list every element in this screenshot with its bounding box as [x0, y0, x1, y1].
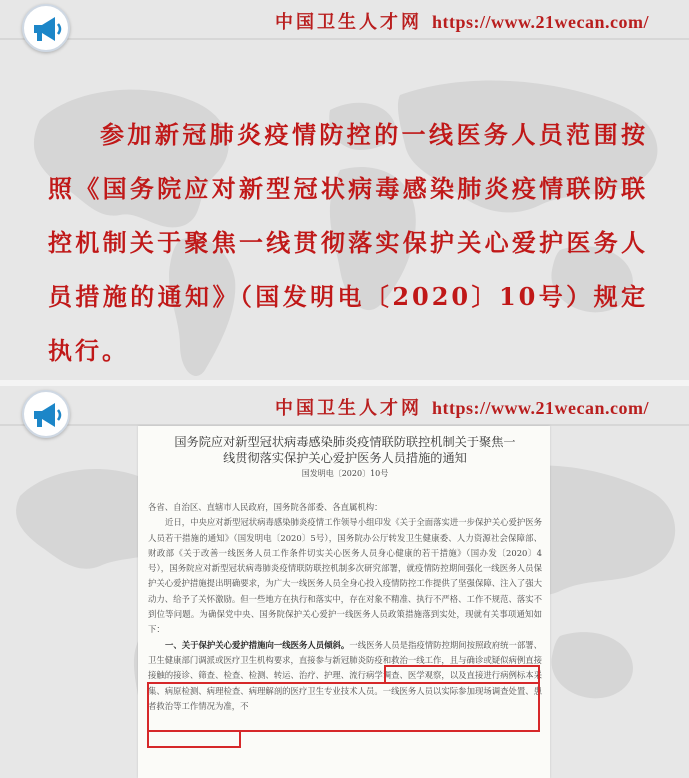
announcement-text: 参加新冠肺炎疫情防控的一线医务人员范围按照《国务院应对新型冠状病毒感染肺炎疫情联防联控机制关于聚焦一线贯彻落实保护关心爱护医务人员措施的通知》（国发明电〔2020〕10号）规定执行。 [48, 120, 648, 365]
document-slide [0, 386, 689, 778]
highlight-box-line-5 [147, 730, 241, 748]
megaphone-icon [31, 400, 65, 430]
section-trailing-text: 一线医务人员以实际参加现场调查处置、患者救治等工作情况为准，不 [148, 685, 543, 711]
document-title: 国务院应对新型冠状病毒感染肺炎疫情联防联控机制关于聚焦一线贯彻落实保护关心爱护医务人员措施的通知 [174, 435, 516, 465]
highlight-box-lines-2-4 [147, 682, 543, 732]
document-number: 国发明电〔2020〕10号 [301, 469, 389, 478]
section-heading: 一、关于保护关心爱护措施向一线医务人员倾斜。 [165, 639, 350, 650]
section-definition-text: 一线医务人员是指疫情防控期间按照政府统一部署、卫生健康部门调派或医疗卫生机构要求，直接参与新冠肺炎防疫和救治一线工作，且与确诊或疑似病例直接接触的接诊、筛查、检查、检测、转运、治疗、护理、流行病学调查、医学观察，以及直接进行病例标本采集、病原检测、病理检查、病理解剖的医疗卫生专业技术人员。 [148, 639, 542, 696]
document-salutation: 各省、自治区、直辖市人民政府，国务院各部委、各直属机构： [148, 502, 383, 512]
site-name: 中国卫生人才网 [275, 398, 422, 419]
site-url: https://www.21wecan.com/ [432, 12, 649, 32]
announcement-text-block [48, 108, 648, 378]
logo-badge [22, 4, 70, 52]
logo-badge [22, 390, 70, 438]
site-brand [275, 394, 649, 420]
header-bar [0, 386, 689, 426]
site-brand [275, 8, 649, 34]
announcement-slide [0, 0, 689, 380]
site-url: https://www.21wecan.com/ [432, 398, 649, 418]
document-paragraph: 近日，中央应对新型冠状病毒感染肺炎疫情工作领导小组印发《关于全面落实进一步保护关心爱护医务人员若干措施的通知》（国发明电〔2020〕5号），国务院办公厅转发卫生健康委、人力资源社会保障部、财政部《关于改善一线医务人员工作条件切实关心医务人员身心健康的若干措施》（国办发〔2020〕4号），国务院应对新型冠状病毒肺炎疫情联防联控机制多次研究部署，就疫情防控期间强化一线医务人员保护关心爱护措施提出明确要求，为广大一线医务人员全身心投入疫情防控工作提供了坚强保障、注入了强大动力、给予了关怀激励。但一些地方在执行和落实中，存在对象不精准、执行不严格、工作不规范、落实不到位等问题。为确保党中央、国务院保护关心爱护一线医务人员政策措施落到实处，现就有关事项通知如下： [148, 517, 542, 635]
megaphone-icon [31, 14, 65, 44]
site-name: 中国卫生人才网 [275, 12, 422, 33]
header-bar [0, 0, 689, 40]
